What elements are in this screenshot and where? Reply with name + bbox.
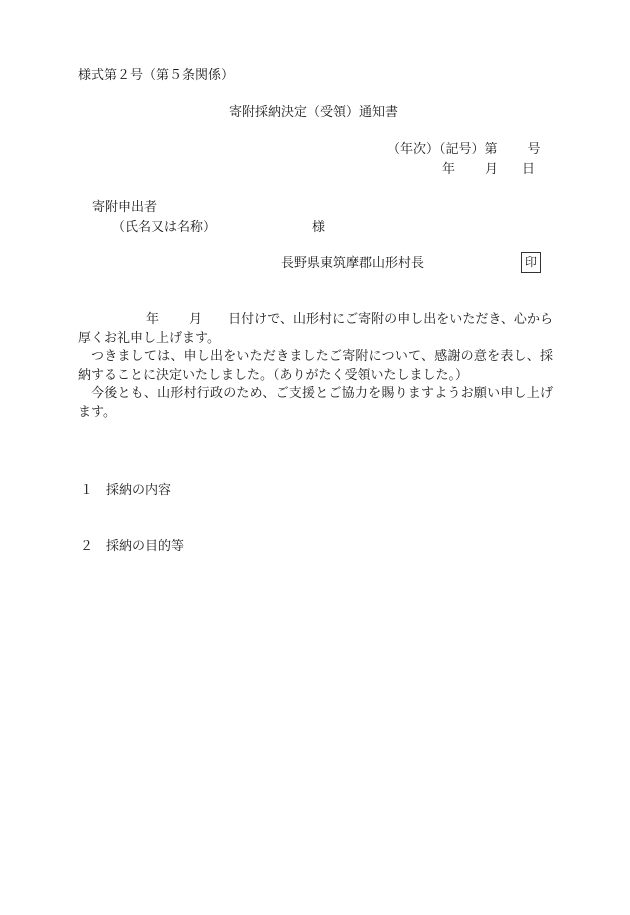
reference-number-line [387, 143, 541, 156]
body-paragraph-1-text: 日付けで、山形村にご寄附の申し出をいただき、心から厚くお礼申し上げます。 [78, 312, 553, 346]
section-heading-2 [80, 540, 184, 553]
body-year-label: 年 [146, 312, 160, 327]
section-label: 採納の内容 [106, 483, 172, 498]
date-year-label: 年 [442, 162, 456, 177]
applicant-label: 寄附申出者 [92, 200, 158, 215]
section-label: 採納の目的等 [106, 539, 185, 554]
section-number: ２ [80, 539, 94, 554]
body-paragraph-2: つきましては、申し出をいただきましたご寄附について、感謝の意を表し、採納することに決定いたしました。（ありがたく受領いたしました。） [78, 349, 553, 383]
body-paragraph-3: 今後とも、山形村行政のため、ご支援とご協力を賜りますようお願い申し上げます。 [78, 386, 553, 420]
reference-suffix: 号 [527, 142, 541, 157]
section-heading-1 [80, 484, 171, 497]
form-number: 様式第２号（第５条関係） [78, 68, 235, 83]
issuer-name: 長野県東筑摩郡山形村長 [281, 256, 425, 271]
recipient-name-label: （氏名又は名称） [112, 220, 217, 235]
section-number: １ [80, 483, 94, 498]
issue-date-line [442, 163, 535, 176]
seal-stamp: 印 [521, 252, 541, 273]
honorific: 様 [312, 220, 326, 235]
date-month-label: 月 [485, 162, 499, 177]
recipient-name-line [112, 221, 325, 234]
reference-prefix: （年次）（記号）第 [387, 142, 498, 157]
body-month-label: 月 [189, 312, 203, 327]
notice-body [78, 311, 553, 422]
document-title: 寄附採納決定（受領）通知書 [229, 105, 399, 120]
date-day-label: 日 [522, 162, 536, 177]
body-paragraph-1 [78, 311, 553, 348]
